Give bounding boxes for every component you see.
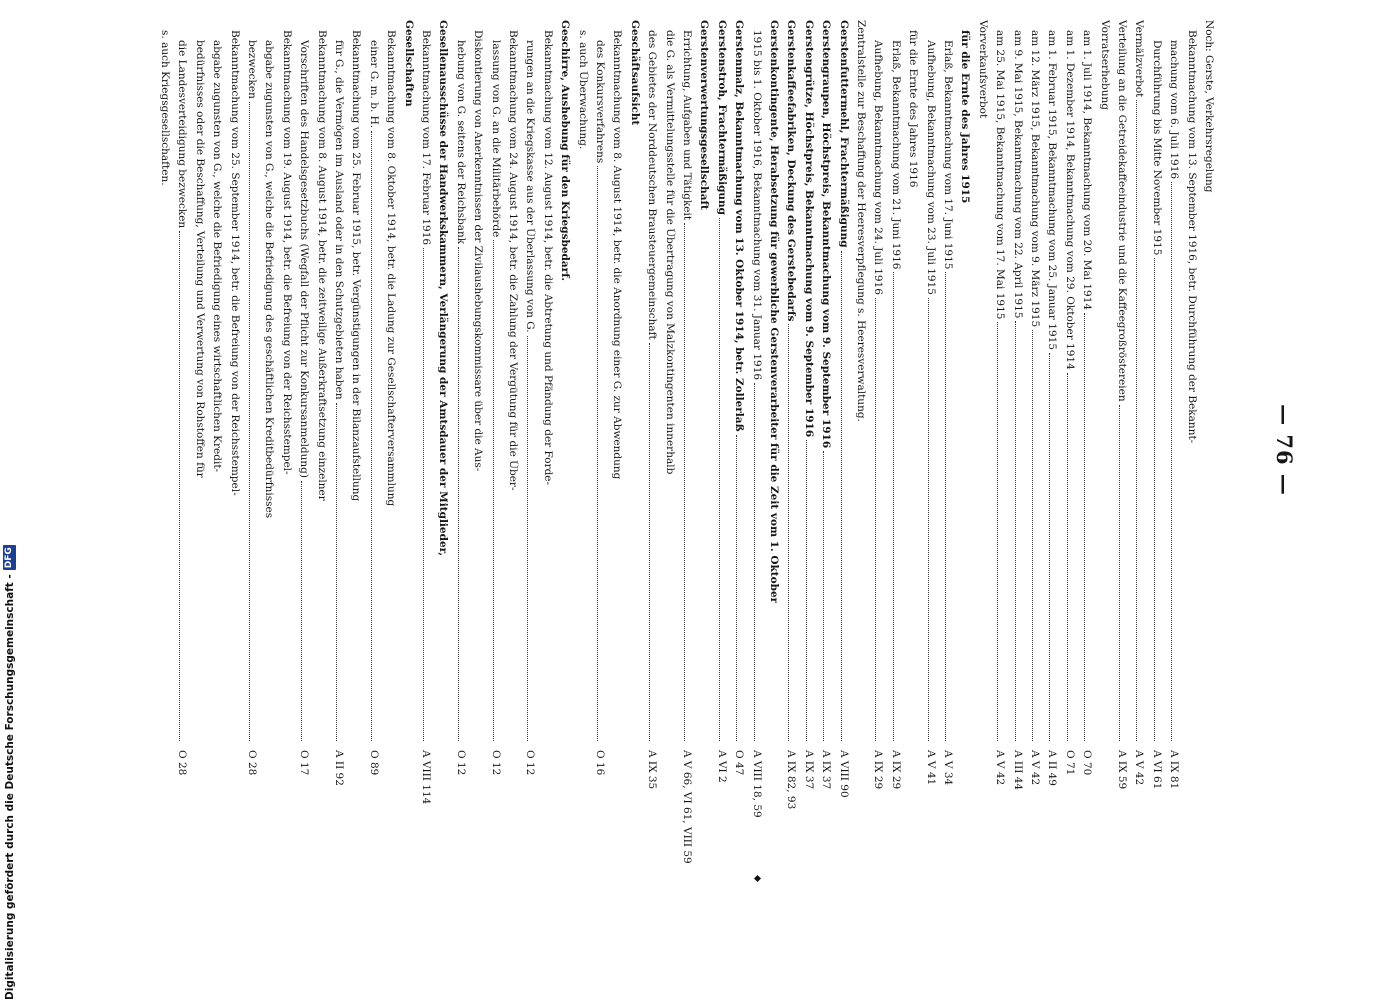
entry-text: Gesellenausschüsse der Handwerkskammern, Verlängerung der Amtsdauer der Mitglieder, bbox=[437, 20, 450, 557]
entry-reference: A V 42 bbox=[994, 750, 1007, 786]
entry-text: am 1. Dezember 1914, Bekanntmachung vom 29. Oktober 1914 bbox=[1063, 30, 1076, 370]
index-entry bbox=[977, 20, 989, 870]
entry-text: Bekanntmachung vom 8. Oktober 1914, betr. die Ladung zur Gesellschafterversammlung bbox=[385, 30, 398, 507]
index-heading bbox=[629, 20, 641, 870]
entry-reference: O 71 bbox=[1063, 750, 1076, 776]
index-entry bbox=[872, 20, 884, 870]
entry-text: hebung von G. seitens der Reichsbank bbox=[454, 40, 467, 245]
entry-text: abgabe zugunsten von G., welche die Befriedigung eines wirtschaftlichen Kredit- bbox=[211, 40, 224, 473]
entry-text: Gerstenkaffeefabriken, Deckung des Gerstebedarfs bbox=[785, 20, 798, 322]
entry-text: Bekanntmachung vom 13. September 1916, betr. Durchführung der Bekannt- bbox=[1185, 30, 1198, 444]
index-entry bbox=[1029, 20, 1041, 870]
entry-reference: A V 66, VI 61, VIII 59 bbox=[681, 750, 693, 864]
entry-reference: A IX 82, 93 bbox=[785, 750, 798, 810]
dot-leader bbox=[1119, 405, 1120, 741]
index-entry bbox=[211, 20, 223, 870]
credit-text: Digitalisierung gefördert durch die Deutsche Forschungsgemeinschaft - bbox=[3, 574, 16, 1000]
index-entry bbox=[1203, 20, 1215, 870]
entry-text: am 25. Mai 1915, Bekanntmachung vom 17. Mai 1915 bbox=[994, 30, 1007, 320]
entry-text: Vorschriften des Handelsgesetzbuchs (Wegfall der Pflicht zur Konkursanmeldung) bbox=[298, 40, 311, 478]
entry-text: Gesellschaften bbox=[402, 20, 415, 107]
dot-leader bbox=[1084, 313, 1085, 741]
entry-text: Durchführung bis Mitte November 1915 bbox=[1150, 40, 1163, 256]
entry-text: für die Ernte des Jahres 1916 bbox=[907, 30, 920, 188]
dot-leader bbox=[823, 451, 824, 741]
index-entry bbox=[263, 20, 275, 870]
dot-leader bbox=[371, 131, 372, 741]
entry-reference: O 47 bbox=[733, 750, 746, 776]
entry-reference: O 28 bbox=[246, 750, 258, 776]
entry-text: Erlaß, Bekanntmachung vom 21. Juni 1916 bbox=[889, 40, 902, 270]
dot-leader bbox=[893, 272, 894, 741]
index-entry bbox=[907, 20, 919, 870]
dot-leader bbox=[788, 324, 789, 741]
entry-text: am 12. März 1915, Bekanntmachung vom 9. März 1915 bbox=[1029, 30, 1041, 328]
index-entry bbox=[1064, 20, 1076, 870]
entry-text: Geschirre, Aushebung für den Kriegsbedarf. bbox=[559, 20, 572, 281]
entry-reference: O 16 bbox=[594, 750, 606, 776]
entry-reference: A VI 2 bbox=[715, 750, 728, 783]
entry-text: am 1. Februar 1915, Bekanntmachung vom 25. Januar 1915 bbox=[1046, 30, 1059, 351]
index-entry bbox=[229, 20, 241, 870]
index-entry bbox=[925, 20, 937, 870]
entry-text: Bekanntmachung vom 17. Februar 1916 bbox=[420, 30, 432, 246]
dot-leader bbox=[841, 251, 842, 741]
entry-reference: A VIII 18, 59 bbox=[750, 750, 763, 818]
dot-leader bbox=[249, 102, 250, 741]
entry-reference: A VI 61 bbox=[1150, 750, 1163, 790]
index-entry bbox=[1046, 20, 1058, 870]
index-entry bbox=[942, 20, 954, 870]
entry-text: für G., die Vermögen im Ausland oder in den Schutzgebieten haben bbox=[333, 40, 345, 400]
entry-reference: O 12 bbox=[489, 750, 502, 776]
index-entry bbox=[1012, 20, 1024, 870]
entry-text: die Landesverteidigung bezwecken bbox=[176, 40, 189, 229]
dfg-credit bbox=[2, 0, 17, 1000]
entry-text: Bekanntmachung vom 8. August 1914, betr. die Anordnung einer G. zur Abwendung bbox=[611, 30, 624, 480]
entry-text: Bekanntmachung vom 24. August 1914, betr. die Zahlung der Vergütung für die Über- bbox=[507, 30, 519, 491]
entry-text: Geschäftsaufsicht bbox=[628, 20, 641, 126]
entry-text: s. auch Kriegsgesellschaften. bbox=[159, 30, 171, 186]
index-heading bbox=[403, 20, 415, 870]
entry-text: am 9. Mai 1915, Bekanntmachung vom 22. April 1915 bbox=[1011, 30, 1024, 319]
index-entry bbox=[298, 20, 310, 870]
entry-reference: A IX 35 bbox=[646, 750, 659, 790]
entry-text: Noch: Gerste, Verkehrsregelung bbox=[1203, 20, 1215, 193]
dot-leader bbox=[719, 218, 720, 741]
entry-text: bezwecken bbox=[246, 40, 258, 99]
dot-leader bbox=[458, 247, 459, 741]
dfg-logo: DFG bbox=[4, 547, 14, 569]
index-entry bbox=[855, 20, 867, 870]
scanned-page bbox=[140, 20, 1300, 880]
entry-reference: A V 42 bbox=[1029, 750, 1041, 786]
entry-text: rungen an die Kriegskasse aus der Überlassung von G. bbox=[524, 40, 537, 333]
entry-text: Vermälzverbot bbox=[1133, 20, 1146, 98]
entry-text: Verteilung an die Getreidekaffeeindustrie und die Kaffeegroßröstereien bbox=[1116, 20, 1128, 402]
entry-text: des Gebietes der Norddeutschen Brausteuergemeinschaft bbox=[646, 30, 659, 340]
index-entry bbox=[594, 20, 606, 870]
entry-text: Gerstenfuttermehl, Frachtermäßigung bbox=[837, 20, 850, 248]
entry-text: 1915 bis 1. Oktober 1916, Bekanntmachung vom 31. Januar 1916 bbox=[750, 30, 763, 381]
index-entry bbox=[1099, 20, 1111, 870]
entry-reference: A III 44 bbox=[1011, 750, 1024, 791]
index-entry bbox=[472, 20, 484, 870]
index-entry bbox=[524, 20, 536, 870]
dot-leader bbox=[736, 435, 737, 741]
dot-leader bbox=[1136, 100, 1137, 741]
entry-text: machung vom 6. Juli 1916 bbox=[1168, 40, 1181, 180]
entry-reference: A V 41 bbox=[924, 750, 937, 786]
entry-reference: O 12 bbox=[454, 750, 467, 776]
dot-leader bbox=[1032, 330, 1033, 741]
entry-text: Gerstenmalz, Bekanntmachung vom 13. Oktober 1914, betr. Zollerlaß bbox=[733, 20, 746, 432]
entry-text: einer G. m. b. H. bbox=[367, 40, 380, 129]
entry-reference: A IX 29 bbox=[889, 750, 902, 790]
entry-reference: A V 34 bbox=[942, 750, 954, 786]
entry-reference: A IX 37 bbox=[802, 750, 815, 790]
entry-reference: A IX 37 bbox=[820, 750, 833, 790]
entry-text: Bekanntmachung vom 8. August 1914, betr. die zeitweilige Außerkraftsetzung einzelner bbox=[315, 30, 328, 501]
entry-text: Gerstengrütze, Höchstpreis, Bekanntmachung vom 9. September 1916 bbox=[802, 20, 815, 438]
entry-text: Errichtung, Aufgaben und Tätigkeit bbox=[681, 30, 693, 221]
index-heading bbox=[437, 20, 449, 870]
entry-reference: A VIII 90 bbox=[837, 750, 850, 798]
page-number: — 76 — bbox=[1272, 404, 1297, 496]
dot-leader bbox=[997, 322, 998, 741]
entry-text: Gerstenverwertungsgesellschaft bbox=[698, 20, 711, 210]
index-entry bbox=[611, 20, 623, 870]
index-heading bbox=[716, 20, 728, 870]
index-entry bbox=[246, 20, 258, 870]
index-entry bbox=[1081, 20, 1093, 870]
entry-text: Erlaß, Bekanntmachung vom 17. Juni 1915 bbox=[942, 40, 954, 270]
entry-text: am 1. Juli 1914, Bekanntmachung vom 20. Mai 1914 bbox=[1081, 30, 1094, 311]
dot-leader bbox=[527, 336, 528, 741]
entry-reference: O 12 bbox=[524, 750, 537, 776]
entry-reference: A VIII 114 bbox=[420, 750, 432, 805]
entry-text: Bekanntmachung vom 25. September 1914, betr. die Befreiung von der Reichsstempel- bbox=[228, 30, 241, 496]
index-entry bbox=[194, 20, 206, 870]
entry-text: Diskontierung von Anerkenntnissen der Zivilaushebungskommissare über die Aus- bbox=[472, 30, 485, 472]
dot-leader bbox=[336, 403, 337, 741]
entry-text: bedürfnisses oder die Beschaffung, Verteilung und Verwertung von Rohstoffen für bbox=[193, 40, 206, 478]
index-heading bbox=[959, 20, 971, 870]
index-list bbox=[145, 20, 1215, 880]
entry-reference: A II 92 bbox=[333, 750, 345, 786]
dot-leader bbox=[1171, 182, 1172, 741]
dot-leader bbox=[1015, 321, 1016, 741]
dot-leader bbox=[806, 440, 807, 741]
entry-reference: A V 42 bbox=[1133, 750, 1146, 786]
index-entry bbox=[1168, 20, 1180, 870]
index-entry bbox=[281, 20, 293, 870]
dot-leader bbox=[1067, 373, 1068, 741]
entry-text: für die Ernte des Jahres 1915 bbox=[959, 30, 972, 204]
index-entry bbox=[159, 20, 171, 870]
entry-text: Vorratserhebung bbox=[1098, 20, 1111, 111]
index-entry bbox=[1133, 20, 1145, 870]
dot-leader bbox=[928, 298, 929, 741]
entry-reference: O 89 bbox=[367, 750, 380, 776]
index-entry bbox=[577, 20, 589, 870]
entry-reference: A IX 81 bbox=[1168, 750, 1181, 790]
index-entry bbox=[316, 20, 328, 870]
index-entry bbox=[1151, 20, 1163, 870]
entry-text: abgabe zugunsten von G., welche die Befriedigung des geschäftlichen Kreditbedürfnisses bbox=[263, 40, 276, 519]
dot-leader bbox=[179, 231, 180, 741]
entry-reference: A IX 29 bbox=[872, 750, 885, 790]
entry-text: s. auch Überwachung. bbox=[576, 30, 589, 150]
index-entry bbox=[455, 20, 467, 870]
dot-leader bbox=[597, 166, 598, 741]
entry-text: Gerstengraupen, Höchstpreis, Bekanntmachung vom 9. September 1916 bbox=[820, 20, 833, 449]
index-heading bbox=[803, 20, 815, 870]
index-entry bbox=[368, 20, 380, 870]
index-entry bbox=[994, 20, 1006, 870]
entry-text: Aufhebung, Bekanntmachung vom 23. Juli 1915 bbox=[924, 40, 937, 295]
index-heading bbox=[820, 20, 832, 870]
entry-reference: O 70 bbox=[1081, 750, 1094, 776]
entry-text: die G. als Vermittelungsstelle für die Übertragung von Malzkontingenten innerhalb bbox=[663, 30, 676, 475]
index-heading bbox=[768, 20, 780, 870]
dot-leader bbox=[1154, 258, 1155, 741]
dot-leader bbox=[301, 481, 302, 741]
index-entry bbox=[751, 20, 763, 870]
entry-reference: A IX 59 bbox=[1116, 750, 1128, 790]
entry-text: Bekanntmachung vom 19. August 1914, betr. die Befreiung von der Reichsstempel- bbox=[280, 30, 293, 475]
entry-reference: A II 49 bbox=[1046, 750, 1059, 786]
entry-text: Bekanntmachung vom 12. August 1914, betr. die Abtretung und Pfändung der Forde- bbox=[541, 30, 554, 486]
entry-reference: O 28 bbox=[176, 750, 189, 776]
entry-text: Zentralstelle zur Beschaffung der Heeresverpflegung s. Heeresverwaltung. bbox=[855, 20, 867, 422]
entry-reference: O 17 bbox=[298, 750, 311, 776]
index-entry bbox=[385, 20, 397, 870]
dot-leader bbox=[423, 248, 424, 741]
index-entry bbox=[333, 20, 345, 870]
dot-leader bbox=[875, 298, 876, 741]
index-heading bbox=[785, 20, 797, 870]
index-entry bbox=[646, 20, 658, 870]
index-entry bbox=[890, 20, 902, 870]
index-entry bbox=[176, 20, 188, 870]
dot-leader bbox=[945, 272, 946, 741]
entry-text: Bekanntmachung vom 25. Februar 1915, betr. Vergünstigungen in der Bilanzaufstellung bbox=[350, 30, 363, 502]
entry-text: des Konkursverfahrens bbox=[594, 40, 606, 164]
index-heading bbox=[733, 20, 745, 870]
entry-text: Gerstenkontingente, Herabsetzung für gewerbliche Gerstenverarbeiter für die Zeit vom 1. Oktober bbox=[768, 20, 780, 604]
dot-leader bbox=[754, 383, 755, 741]
dot-leader bbox=[649, 343, 650, 741]
index-entry bbox=[350, 20, 362, 870]
index-entry bbox=[420, 20, 432, 870]
index-entry bbox=[1116, 20, 1128, 870]
index-heading bbox=[559, 20, 571, 870]
entry-text: Aufhebung, Bekanntmachung vom 24. Juli 1916 bbox=[872, 40, 885, 295]
index-heading bbox=[838, 20, 850, 870]
dot-leader bbox=[684, 223, 685, 741]
index-entry bbox=[507, 20, 519, 870]
dot-leader bbox=[493, 240, 494, 741]
index-entry bbox=[490, 20, 502, 870]
index-entry bbox=[1186, 20, 1198, 870]
dot-leader bbox=[1049, 353, 1050, 741]
entry-text: lassung von G. an die Militärbehörde bbox=[489, 40, 502, 238]
index-entry bbox=[681, 20, 693, 870]
entry-text: Vorverkaufsverbot bbox=[976, 20, 989, 119]
entry-text: Gerstenstroh, Frachtermäßigung bbox=[715, 20, 728, 216]
index-entry bbox=[542, 20, 554, 870]
index-entry bbox=[664, 20, 676, 870]
index-heading bbox=[698, 20, 710, 870]
